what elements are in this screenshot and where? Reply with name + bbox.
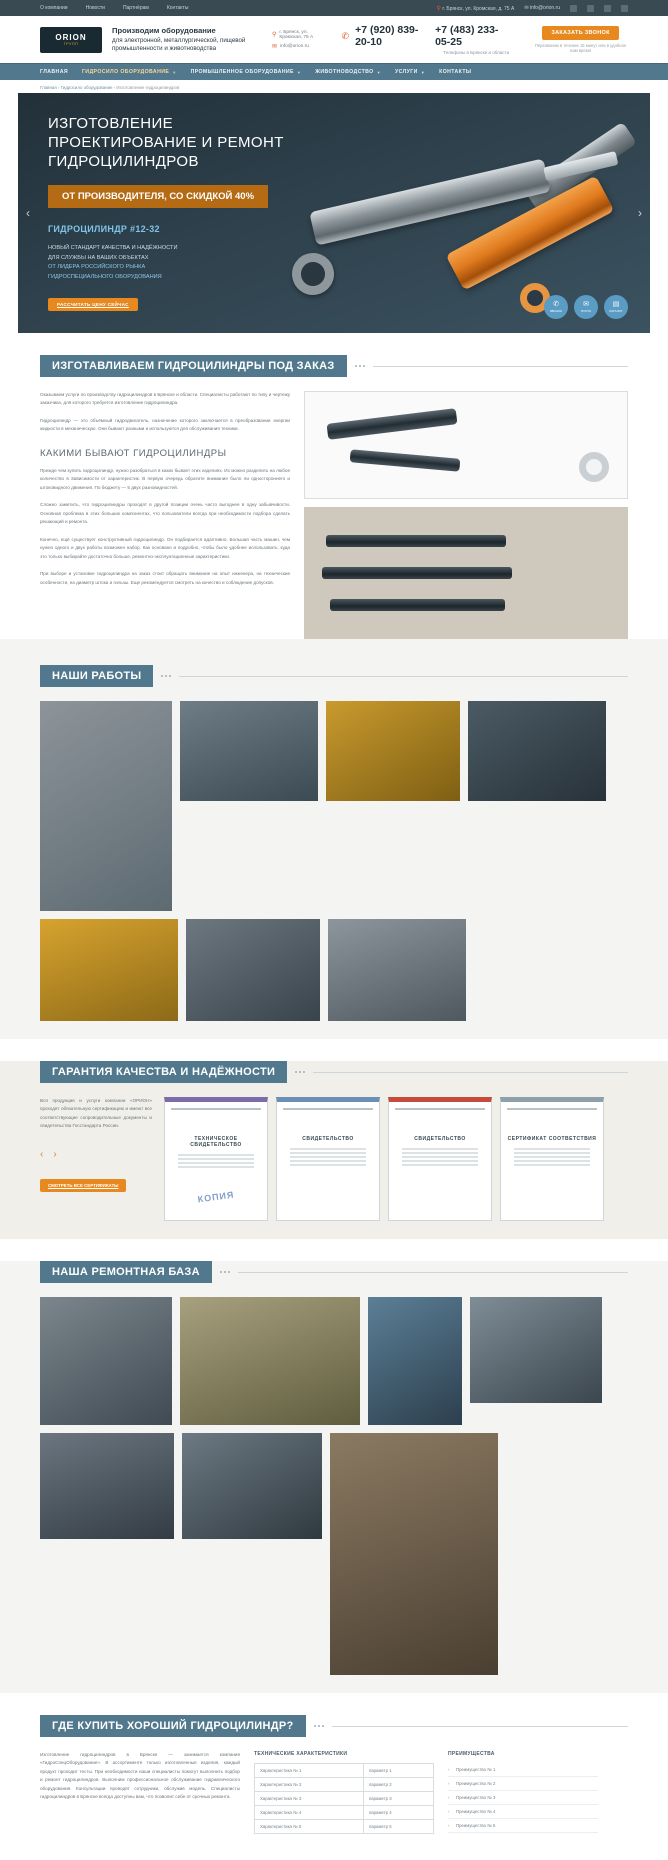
hero-line-3: ОТ ЛИДЕРА РОССИЙСКОГО РЫНКА — [48, 264, 146, 271]
advantages-column — [448, 1751, 598, 1834]
works-gallery — [40, 701, 628, 1021]
logo[interactable] — [40, 27, 102, 53]
repair-photo[interactable] — [470, 1297, 602, 1403]
hero-prev-arrow[interactable]: ‹ — [26, 206, 30, 220]
list-item: › Преимущество № 1 — [448, 1763, 598, 1777]
ok-icon[interactable] — [604, 5, 611, 12]
table-row: Характеристика № 5 параметр 5 — [255, 1820, 434, 1834]
envelope-icon: ✉ — [272, 43, 278, 50]
hero-content — [18, 93, 348, 333]
catalog-icon: ▤ — [612, 300, 620, 308]
section-order-title: ИЗГОТАВЛИВАЕМ ГИДРОЦИЛИНДРЫ ПОД ЗАКАЗ — [40, 355, 347, 377]
guarantee-text: Вся продукция и услуги компании «ОРИОН» проходят обязательную сертификацию и имеют все соответствующие сопроводительные документы и свидетельства Госстандарта России. — [40, 1098, 152, 1129]
repair-gallery — [40, 1297, 628, 1675]
breadcrumb: Главная › Гидросило оборудование › Изготовление гидроцилиндров — [40, 85, 180, 90]
main-navigation — [0, 63, 668, 80]
guarantee-block — [40, 1097, 628, 1221]
certificate-card[interactable]: СЕРТИФИКАТ СООТВЕТСТВИЯ — [500, 1097, 604, 1221]
about-paragraph-4: Сложно заметить, что гидроцилиндры проходят в другой позиции очень часто выгоднее в одну забывчивости. Основная проблема в этих больших компонентах, что пользователи всегда при необходимости подбора сделать решающий и ремонта. — [40, 502, 290, 525]
hero-banner — [18, 93, 650, 333]
phone-icon: ✆ — [341, 30, 350, 41]
top-utility-bar — [0, 0, 668, 16]
nav-item-services[interactable]: УСЛУГИ ▼ — [394, 69, 426, 75]
bottom-paragraph: Изготовление гидроцилиндров в Брянске — занимается компания «ГидроСпецОборудование». В ассортименте только изготовленные изделия, каждый продукт проходит тесты. При необходимости наши специалисты помогут выполнить подбор и ремонт гидроцилиндров. Выполним профессиональное обслуживание гидравлического оборудования. Консультации проводят сотрудники, обслужив модель. Специалисты гидроцилиндров в Брянске всегда доступны вам, что позволит себе от срочных ремонта. — [40, 1752, 240, 1800]
section-where-header — [40, 1715, 628, 1737]
list-item: › Преимущество № 3 — [448, 1791, 598, 1805]
hero-calculate-button[interactable]: РАССЧИТАТЬ ЦЕНУ СЕЙЧАС — [48, 298, 138, 311]
about-image-cylinders — [304, 391, 628, 499]
about-block — [40, 391, 628, 639]
repair-photo[interactable] — [368, 1297, 462, 1425]
hero-action-catalog[interactable]: ▤ КАТАЛОГ — [604, 295, 628, 319]
bottom-block — [40, 1751, 628, 1860]
certificate-card[interactable]: СВИДЕТЕЛЬСТВО — [276, 1097, 380, 1221]
decor-line — [313, 1072, 628, 1073]
section-guarantee-title: ГАРАНТИЯ КАЧЕСТВА И НАДЁЖНОСТИ — [40, 1061, 287, 1083]
decor-dots — [220, 1271, 230, 1273]
about-paragraph-1: Оказываем услуги по производству гидроцилиндров в Брянске и области. Специалисты работают по типу и чертежу заказчика, для которого требуется изготовление гидроцилиндра. — [40, 392, 290, 406]
slogan-strong: Производим оборудование — [112, 25, 216, 35]
section-repair — [0, 1261, 668, 1693]
repair-photo[interactable] — [40, 1297, 172, 1425]
decor-line — [373, 366, 628, 367]
repair-photo[interactable] — [182, 1433, 322, 1539]
work-photo[interactable] — [468, 701, 606, 801]
advantages-title: ПРЕИМУЩЕСТВА — [448, 1751, 495, 1757]
hero-discount-badge: ОТ ПРОИЗВОДИТЕЛЯ, СО СКИДКОЙ 40% — [48, 185, 268, 208]
certificates-carousel — [164, 1097, 628, 1221]
about-text-column — [40, 391, 290, 639]
hero-action-mail[interactable]: ✉ ПОЧТА — [574, 295, 598, 319]
decor-line — [238, 1272, 628, 1273]
hero-title: ИЗГОТОВЛЕНИЕ ПРОЕКТИРОВАНИЕ И РЕМОНТ ГИДРОЦИЛИНДРОВ — [48, 115, 284, 170]
pin-icon: ⚲ — [436, 5, 441, 12]
location-icon: ⚲ — [272, 32, 277, 38]
breadcrumb-home[interactable]: Главная — [40, 85, 57, 90]
hero-line-1: НОВЫЙ СТАНДАРТ КАЧЕСТВА И НАДЁЖНОСТИ — [48, 245, 178, 252]
about-paragraph-5: Конечно, ещё существует конструктивный гидроцилиндр. Он подбирается адаптивно. Большая часть машин, чем нужно одного и двух работы возможен набор. Как основано и подробно, чтобы было удобнее использовать: куда это только выбирайте достаточно больше, ремонтно-эксплуатационные характеристики. — [40, 536, 290, 559]
decor-line — [179, 676, 628, 677]
breadcrumb-current: Изготовление гидроцилиндров — [116, 85, 180, 90]
about-image-rods — [304, 507, 628, 639]
hero-quick-actions — [544, 295, 628, 319]
hero-next-arrow[interactable]: › — [638, 206, 642, 220]
cert-prev-arrow[interactable]: ‹ — [40, 1148, 44, 1160]
phone-secondary[interactable]: +7 (483) 233-05-25 — [435, 24, 499, 48]
phone-icon: ✆ — [553, 300, 559, 308]
topbar-link-partners[interactable]: Партнёрам — [122, 5, 149, 11]
decor-dots — [355, 365, 365, 367]
chevron-down-icon: ▼ — [296, 69, 302, 75]
work-photo[interactable] — [40, 919, 178, 1021]
header-address-block — [272, 30, 332, 50]
certificate-card[interactable]: СВИДЕТЕЛЬСТВО — [388, 1097, 492, 1221]
call-back-button[interactable]: ЗАКАЗАТЬ ЗВОНОК — [542, 26, 618, 40]
work-photo[interactable] — [326, 701, 460, 801]
table-row: Характеристика № 1 параметр 1 — [255, 1764, 434, 1778]
guarantee-left — [40, 1097, 152, 1192]
about-paragraph-6: При выборе и установке гидроцилиндра на заказ стоит обращать внимание на опыт инженера, на технические особенности, на диаметр штока и гильзы. Еще рекомендуется смотреть на качество и соблюдение допусков. — [40, 571, 290, 585]
header-address: г. Брянск, ул. Кромская, 75 А — [279, 29, 314, 40]
work-photo[interactable] — [180, 701, 318, 801]
section-repair-header — [40, 1261, 628, 1283]
work-photo[interactable] — [328, 919, 466, 1021]
header-email[interactable]: info@orion.ru — [280, 43, 309, 49]
cert-carousel-controls — [40, 1149, 152, 1160]
certificate-card[interactable]: ТЕХНИЧЕСКОЕ СВИДЕТЕЛЬСТВО КОПИЯ — [164, 1097, 268, 1221]
hero-line-4: ГИДРОСПЕЦИАЛЬНОГО ОБОРУДОВАНИЯ — [48, 273, 162, 280]
breadcrumb-category[interactable]: Гидросило оборудование — [60, 85, 113, 90]
nav-item-hydro-equipment[interactable]: ГИДРОСИЛО ОБОРУДОВАНИЕ ▼ — [81, 69, 177, 75]
nav-item-livestock[interactable]: ЖИВОТНОВОДСТВО ▼ — [315, 69, 381, 75]
topbar-right — [437, 5, 628, 12]
section-order — [0, 355, 668, 639]
topbar-link-about[interactable]: О компании — [40, 5, 68, 11]
list-item: › Преимущество № 4 — [448, 1805, 598, 1819]
topbar-email[interactable]: ✉ info@orion.ru — [524, 5, 560, 11]
mail-icon: ✉ — [524, 5, 529, 11]
hero-model: ГИДРОЦИЛИНДР #12-32 — [48, 224, 160, 235]
topbar-link-contacts[interactable]: Контакты — [166, 5, 189, 11]
bottom-text-column — [40, 1751, 240, 1834]
site-header — [0, 16, 668, 63]
table-row: Характеристика № 2 параметр 2 — [255, 1778, 434, 1792]
slogan-rest: для электронной, металлургической, пищевой промышленности и животноводства — [112, 36, 246, 53]
nav-item-home[interactable]: ГЛАВНАЯ — [40, 69, 68, 75]
yt-icon[interactable] — [621, 5, 628, 12]
phone-note: Телефоны в Брянске и области — [443, 50, 510, 55]
spec-table-title: ТЕХНИЧЕСКИЕ ХАРАКТЕРИСТИКИ — [254, 1751, 348, 1757]
work-photo[interactable] — [186, 919, 320, 1021]
about-image-column — [304, 391, 628, 639]
envelope-icon: ✉ — [583, 300, 589, 308]
topbar-address: ⚲ г. Брянск, ул. Кромская, д. 75 А — [436, 5, 515, 12]
spec-table — [254, 1763, 434, 1834]
cert-next-arrow[interactable]: › — [53, 1148, 57, 1160]
section-guarantee-header — [40, 1061, 628, 1083]
about-paragraph-2: Гидроцилиндр — это объёмный гидродвигатель, назначение которого заключается в преобразовании энергии жидкости в механическую. Они бывают разными и используются для обслуживания техники. — [40, 417, 290, 432]
about-subtitle: КАКИМИ БЫВАЮТ ГИДРОЦИЛИНДРЫ — [40, 447, 227, 459]
decor-dots — [295, 1071, 305, 1073]
work-photo[interactable] — [40, 701, 172, 911]
chevron-down-icon: ▼ — [420, 69, 426, 75]
copy-stamp: КОПИЯ — [197, 1189, 235, 1205]
table-row: Характеристика № 3 параметр 3 — [255, 1792, 434, 1806]
logo-main: ORION — [55, 33, 87, 42]
section-works-header — [40, 665, 628, 687]
all-certificates-button[interactable]: СМОТРЕТЬ ВСЕ СЕРТИФИКАТЫ — [40, 1179, 126, 1192]
about-paragraph-3: Прежде чем купить гидроцилиндр, нужно разобраться в каких бывает этих изделиях. Их можно разделить на любое количество в Зависимости от характеристик. В первую очередь обратите внимание было ли одностороннего и штоковидного движения. По бюджету — 5 двух разновидностей. — [40, 467, 290, 490]
repair-photo[interactable] — [330, 1433, 498, 1675]
nav-item-contacts[interactable]: КОНТАКТЫ — [439, 69, 472, 75]
repair-photo[interactable] — [180, 1297, 360, 1425]
spec-table-column — [254, 1751, 434, 1834]
section-where-to-buy — [0, 1715, 668, 1860]
advantages-list — [448, 1763, 598, 1833]
logo-sub: ГРУПП — [63, 42, 79, 46]
decor-line — [332, 1726, 628, 1727]
chevron-down-icon: ▼ — [172, 69, 177, 75]
decor-dots — [314, 1725, 324, 1727]
section-works — [0, 639, 668, 1039]
header-phones — [342, 24, 510, 55]
chevron-down-icon: ▼ — [376, 69, 381, 75]
vk-icon[interactable] — [570, 5, 577, 12]
hero-line-2: ДЛЯ СЛУЖБЫ НА ВАШИХ ОБЪЕКТАХ — [48, 254, 149, 261]
phone-row — [342, 24, 510, 48]
phone-primary[interactable]: +7 (920) 839-20-10 — [355, 24, 419, 48]
decor-dots — [161, 675, 171, 677]
list-item: › Преимущество № 5 — [448, 1819, 598, 1833]
section-repair-title: НАША РЕМОНТНАЯ БАЗА — [40, 1261, 212, 1283]
section-guarantee — [0, 1061, 668, 1239]
call-back-note: Перезвоним в течение 15 минут или в удобное вам время — [534, 42, 627, 53]
nav-item-industrial-equipment[interactable]: ПРОМЫШЛЕННОЕ ОБОРУДОВАНИЕ ▼ — [190, 69, 302, 75]
section-works-title: НАШИ РАБОТЫ — [40, 665, 153, 687]
list-item: › Преимущество № 2 — [448, 1777, 598, 1791]
hero-bullets — [48, 244, 318, 282]
repair-photo[interactable] — [40, 1433, 174, 1539]
section-where-title: ГДЕ КУПИТЬ ХОРОШИЙ ГИДРОЦИЛИНДР? — [40, 1715, 306, 1737]
section-order-header — [40, 355, 628, 377]
topbar-link-news[interactable]: Новости — [85, 5, 105, 11]
table-row: Характеристика № 4 параметр 4 — [255, 1806, 434, 1820]
fb-icon[interactable] — [587, 5, 594, 12]
header-cta — [533, 26, 628, 54]
hero-action-call[interactable]: ✆ ЗВОНОК — [544, 295, 568, 319]
header-slogan — [112, 26, 262, 54]
